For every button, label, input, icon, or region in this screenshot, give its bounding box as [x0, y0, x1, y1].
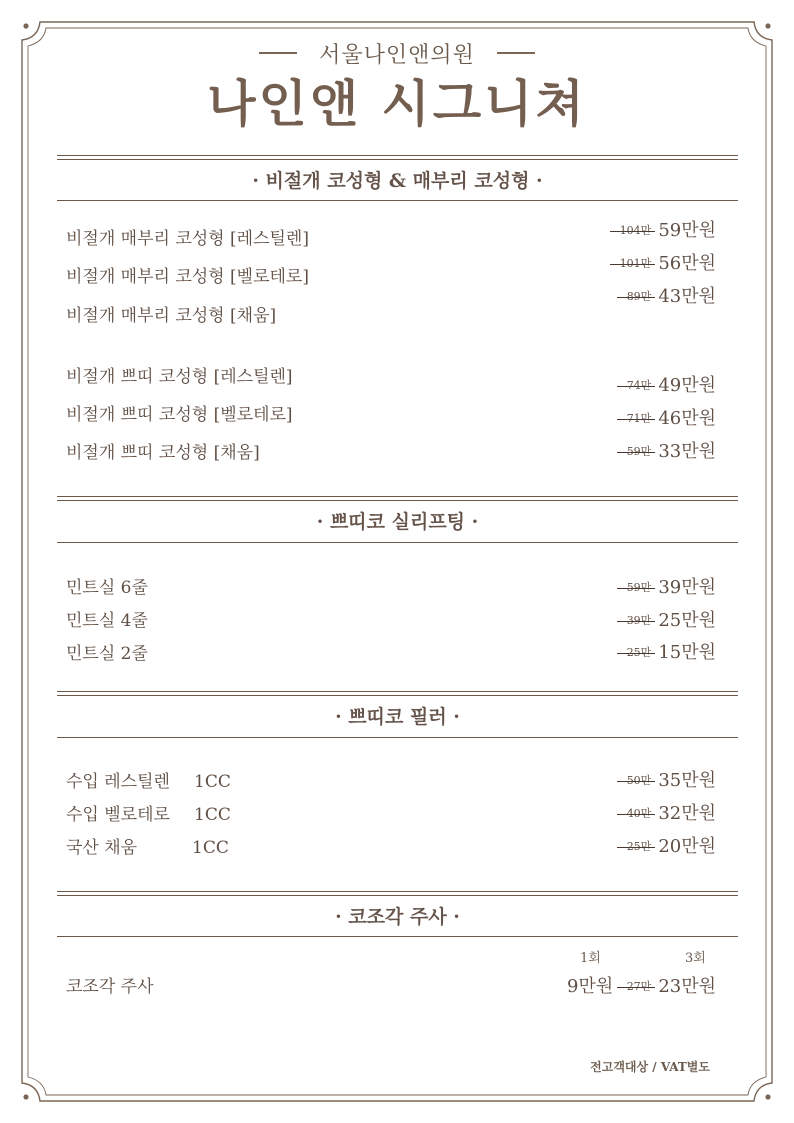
- clinic-name: 서울나인앤의원: [319, 42, 475, 68]
- section-4-rule-bottom: [57, 936, 738, 937]
- page-title: 나인앤 시그니쳐: [207, 74, 587, 133]
- sale-price: 39만원: [658, 577, 716, 598]
- section-3-rule-top: [57, 691, 738, 692]
- section-2-rule-top: [57, 496, 738, 497]
- section-4-rule-top-2: [57, 895, 738, 896]
- right-dash: [497, 52, 535, 54]
- section-1-rule-top-2: [57, 159, 738, 160]
- corner-dot-br: [765, 1094, 770, 1099]
- sale-price: 33만원: [658, 441, 716, 462]
- original-price: 71만: [626, 412, 652, 425]
- section-1-title: · 비절개 코성형 & 매부리 코성형 ·: [252, 170, 543, 192]
- section-1-rule-bottom: [57, 200, 738, 201]
- menu-item-name: 민트실 4줄: [66, 611, 148, 631]
- price-row: [627, 375, 716, 397]
- unit-label: 1CC: [194, 772, 231, 792]
- price-row: [627, 642, 716, 664]
- sale-price: 46만원: [658, 408, 716, 429]
- menu-item-name: 비절개 쁘띠 코성형 [벨로테로]: [66, 405, 293, 425]
- section-4-rule-top: [57, 891, 738, 892]
- price-row: [627, 408, 716, 430]
- menu-item-name: 비절개 쁘띠 코성형 [채움]: [66, 443, 260, 463]
- section-3-rule-bottom: [57, 737, 738, 738]
- original-price: 104만: [619, 224, 652, 237]
- single-session-price: 9만원: [567, 976, 614, 997]
- unit-label: 1CC: [192, 838, 229, 858]
- menu-item-name: 비절개 매부리 코성형 [채움]: [66, 306, 277, 326]
- footnote: 전고객대상 / VAT별도: [590, 1060, 710, 1074]
- section-2-rule-bottom: [57, 542, 738, 543]
- sale-price: 49만원: [658, 375, 716, 396]
- menu-item-name: 민트실 6줄: [66, 578, 148, 598]
- column-label-3x: 3회: [685, 951, 706, 966]
- menu-item-name: 수입 벨로테로: [66, 805, 170, 825]
- original-price: 89만: [626, 290, 652, 303]
- corner-dot-tr: [765, 23, 770, 28]
- menu-item-name: 코조각 주사: [66, 977, 154, 997]
- sale-price: 35만원: [658, 770, 716, 791]
- original-price: 59만: [626, 581, 652, 594]
- sale-price: 59만원: [658, 220, 716, 241]
- price-row: [627, 441, 716, 463]
- clinic-name-row: [0, 36, 794, 70]
- price-row: [627, 770, 716, 792]
- original-price: 74만: [626, 379, 652, 392]
- section-1-rule-top: [57, 155, 738, 156]
- original-price: 101만: [619, 257, 652, 270]
- left-dash: [259, 52, 297, 54]
- menu-item-name: 비절개 쁘띠 코성형 [레스틸렌]: [66, 367, 293, 387]
- price-row: [627, 976, 716, 998]
- menu-item-name: 수입 레스틸렌: [66, 772, 170, 792]
- original-price: 50만: [626, 774, 652, 787]
- price-row: [627, 803, 716, 825]
- section-3-rule-top-2: [57, 695, 738, 696]
- section-2-title: · 쁘띠코 실리프팅 ·: [316, 511, 479, 533]
- price-row: [627, 577, 716, 599]
- original-price: 27만: [626, 980, 652, 993]
- sale-price: 32만원: [658, 803, 716, 824]
- sale-price: 20만원: [658, 836, 716, 857]
- original-price: 25만: [626, 646, 652, 659]
- price-row: [627, 286, 716, 308]
- original-price: 25만: [626, 840, 652, 853]
- sale-price: 23만원: [658, 976, 716, 997]
- price-row: [627, 836, 716, 858]
- original-price: 40만: [626, 807, 652, 820]
- sale-price: 56만원: [658, 253, 716, 274]
- original-price: 59만: [626, 445, 652, 458]
- section-4-title: · 코조각 주사 ·: [335, 906, 460, 928]
- column-label-1x: 1회: [580, 951, 601, 966]
- corner-dot-bl: [23, 1094, 28, 1099]
- corner-dot-tl: [23, 23, 28, 28]
- section-3-title: · 쁘띠코 필러 ·: [335, 706, 460, 728]
- menu-item-name: 민트실 2줄: [66, 644, 148, 664]
- sale-price: 25만원: [658, 610, 716, 631]
- price-row: [620, 220, 716, 242]
- price-row: [627, 610, 716, 632]
- menu-item-name: 비절개 매부리 코성형 [레스틸렌]: [66, 229, 309, 249]
- menu-item-name: 국산 채움: [66, 838, 138, 858]
- sale-price: 15만원: [658, 642, 716, 663]
- unit-label: 1CC: [194, 805, 231, 825]
- section-2-rule-top-2: [57, 500, 738, 501]
- price-row: [620, 253, 716, 275]
- sale-price: 43만원: [658, 286, 716, 307]
- original-price: 39만: [626, 614, 652, 627]
- menu-item-name: 비절개 매부리 코성형 [벨로테로]: [66, 267, 309, 287]
